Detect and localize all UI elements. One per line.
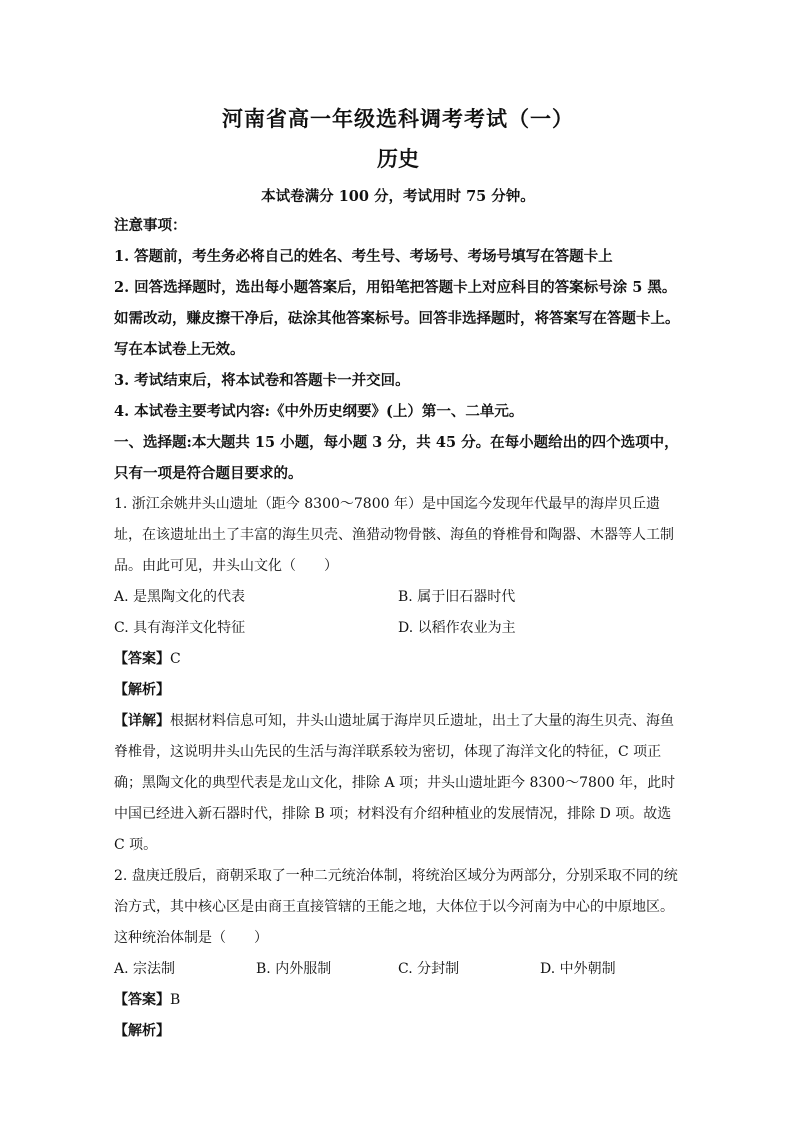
question-1 [114,489,682,861]
detail-line [114,706,682,861]
note-item: 4. 本试卷主要考试内容:《中外历史纲要》(上）第一、二单元。 [114,403,524,420]
detail-text: 根据材料信息可知，井头山遗址属于海岸贝丘遗址，出土了大量的海生贝壳、海鱼脊椎骨，这说明井头山先民的生活与海洋联系较为密切，体现了海洋文化的特征，C 项正确；黑陶文化的典型代表是龙山文化，排除 A 项；井头山遗址距今 8300～7800 年，此时中国已经进入新石器时代，排除 B 项；材料没有介绍种植业的发展情况，排除 D 项。故选 C 项。 [114,713,676,853]
answer-line [114,985,682,1016]
exam-title: 河南省高一年级选科调考考试（一） [222,106,574,131]
question-stem: 2. 盘庚迁殷后，商朝采取了一种二元统治体制，将统治区域分为两部分，分别采取不同的统治方式，其中核心区是由商王直接管辖的王能之地，大体位于以今河南为中心的中原地区。这种统治体制是（ ） [114,868,678,946]
note-item: 1. 答题前，考生务必将自己的姓名、考生号、考场号、考场号填写在答题卡上 [114,248,613,265]
answer-label: 【答案】 [114,992,170,1008]
note-item: 2. 回答选择题时，选出每小题答案后，用铅笔把答题卡上对应科目的答案标号涂 5 黑。如需改动，赚皮擦干净后，砝涂其他答案标号。回答非选择题时，将答案写在答题卡上。写在本试卷上无效。 [114,279,680,358]
detail-label: 【详解】 [114,713,170,729]
analysis-label: 【解析】 [114,1023,170,1039]
option-b: B. 属于旧石器时代 [398,589,516,605]
exam-subject: 历史 [377,146,419,171]
question-2 [114,861,682,1047]
option-c: C. 具有海洋文化特征 [114,620,246,636]
answer-label: 【答案】 [114,651,170,667]
answer-value: B [170,992,181,1008]
answer-line [114,644,682,675]
note-item: 3. 考试结束后，将本试卷和答题卡一并交回。 [114,372,410,389]
question-options [114,954,682,985]
analysis-line [114,675,682,706]
option-a: A. 宗法制 [114,961,176,977]
answer-value: C [170,651,181,667]
analysis-line [114,1016,682,1047]
option-d: D. 以稻作农业为主 [398,620,516,636]
option-d: D. 中外朝制 [540,961,616,977]
option-a: A. 是黑陶文化的代表 [114,589,246,605]
notes-heading: 注意事项： [114,217,187,234]
option-c: C. 分封制 [398,961,460,977]
question-options [114,582,682,644]
section-heading: 一、选择题:本大题共 15 小题，每小题 3 分，共 45 分。在每小题给出的四个选项中，只有一项是符合题目要求的。 [114,434,679,482]
exam-meta: 本试卷满分 100 分，考试用时 75 分钟。 [261,188,535,205]
question-stem: 1. 浙江余姚井头山遗址（距今 8300～7800 年）是中国迄今发现年代最早的海岸贝丘遗址，在该遗址出土了丰富的海生贝壳、渔猎动物骨骸、海鱼的脊椎骨和陶器、木器等人工制品。由此可见，井头山文化（ ） [114,496,674,574]
option-b: B. 内外服制 [256,961,332,977]
analysis-label: 【解析】 [114,682,170,698]
